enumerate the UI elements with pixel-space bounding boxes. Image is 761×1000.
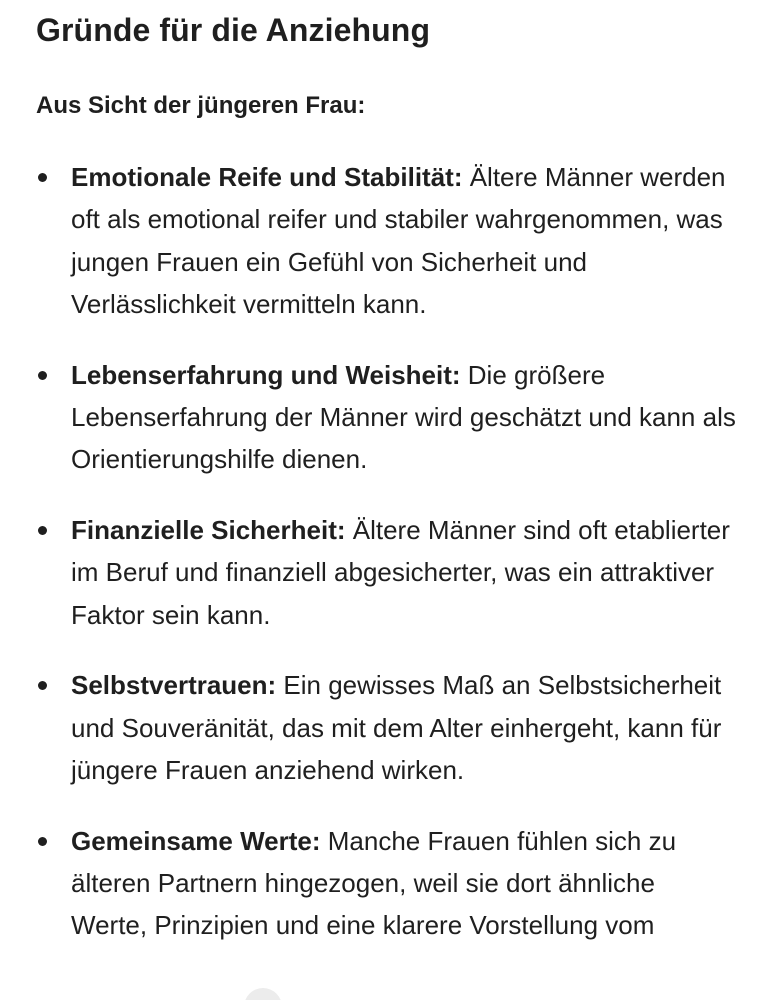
- section-heading: Gründe für die Anziehung: [36, 12, 431, 48]
- scroll-down-button[interactable]: [244, 988, 282, 1000]
- item-text: Die größere Lebenserfahrung der Männer wird geschätzt und kann als Orientierungshilfe dienen.: [71, 359, 736, 475]
- list-item: [36, 509, 736, 636]
- item-text: Manche Frauen fühlen sich zu älteren Partnern hingezogen, weil sie dort ähnliche Werte, Prinzipien und eine klarere Vorstellung vom: [71, 825, 677, 941]
- item-text: Ältere Männer sind oft etablierter im Beruf und finanziell abgesicherter, was ein attraktiver Faktor sein kann.: [71, 515, 730, 630]
- item-term: Lebenserfahrung und Weisheit:: [71, 359, 468, 390]
- item-term: Emotionale Reife und Stabilität:: [71, 162, 470, 192]
- bullet-dot-icon: [38, 526, 47, 535]
- list-item: [36, 156, 736, 325]
- item-term: Gemeinsame Werte:: [71, 825, 328, 856]
- bullet-dot-icon: [38, 681, 47, 690]
- list-item: [36, 664, 736, 791]
- item-term: Selbstvertrauen:: [71, 670, 284, 701]
- item-term: Finanzielle Sicherheit:: [71, 515, 353, 546]
- list-item: [36, 354, 736, 481]
- list-item: [36, 820, 736, 947]
- bullet-dot-icon: [38, 837, 47, 846]
- reasons-list: [36, 156, 736, 975]
- item-text: Ältere Männer werden oft als emotional reifer und stabiler wahrgenommen, was jungen Frauen ein Gefühl von Sicherheit und Verlässlichkeit vermitteln kann.: [71, 162, 726, 319]
- bullet-dot-icon: [38, 173, 47, 182]
- bullet-dot-icon: [38, 371, 47, 380]
- section-subheading: Aus Sicht der jüngeren Frau:: [36, 92, 366, 119]
- item-text: Ein gewisses Maß an Selbstsicherheit und Souveränität, das mit dem Alter einhergeht, kann für jüngere Frauen anziehend wirken.: [71, 670, 722, 786]
